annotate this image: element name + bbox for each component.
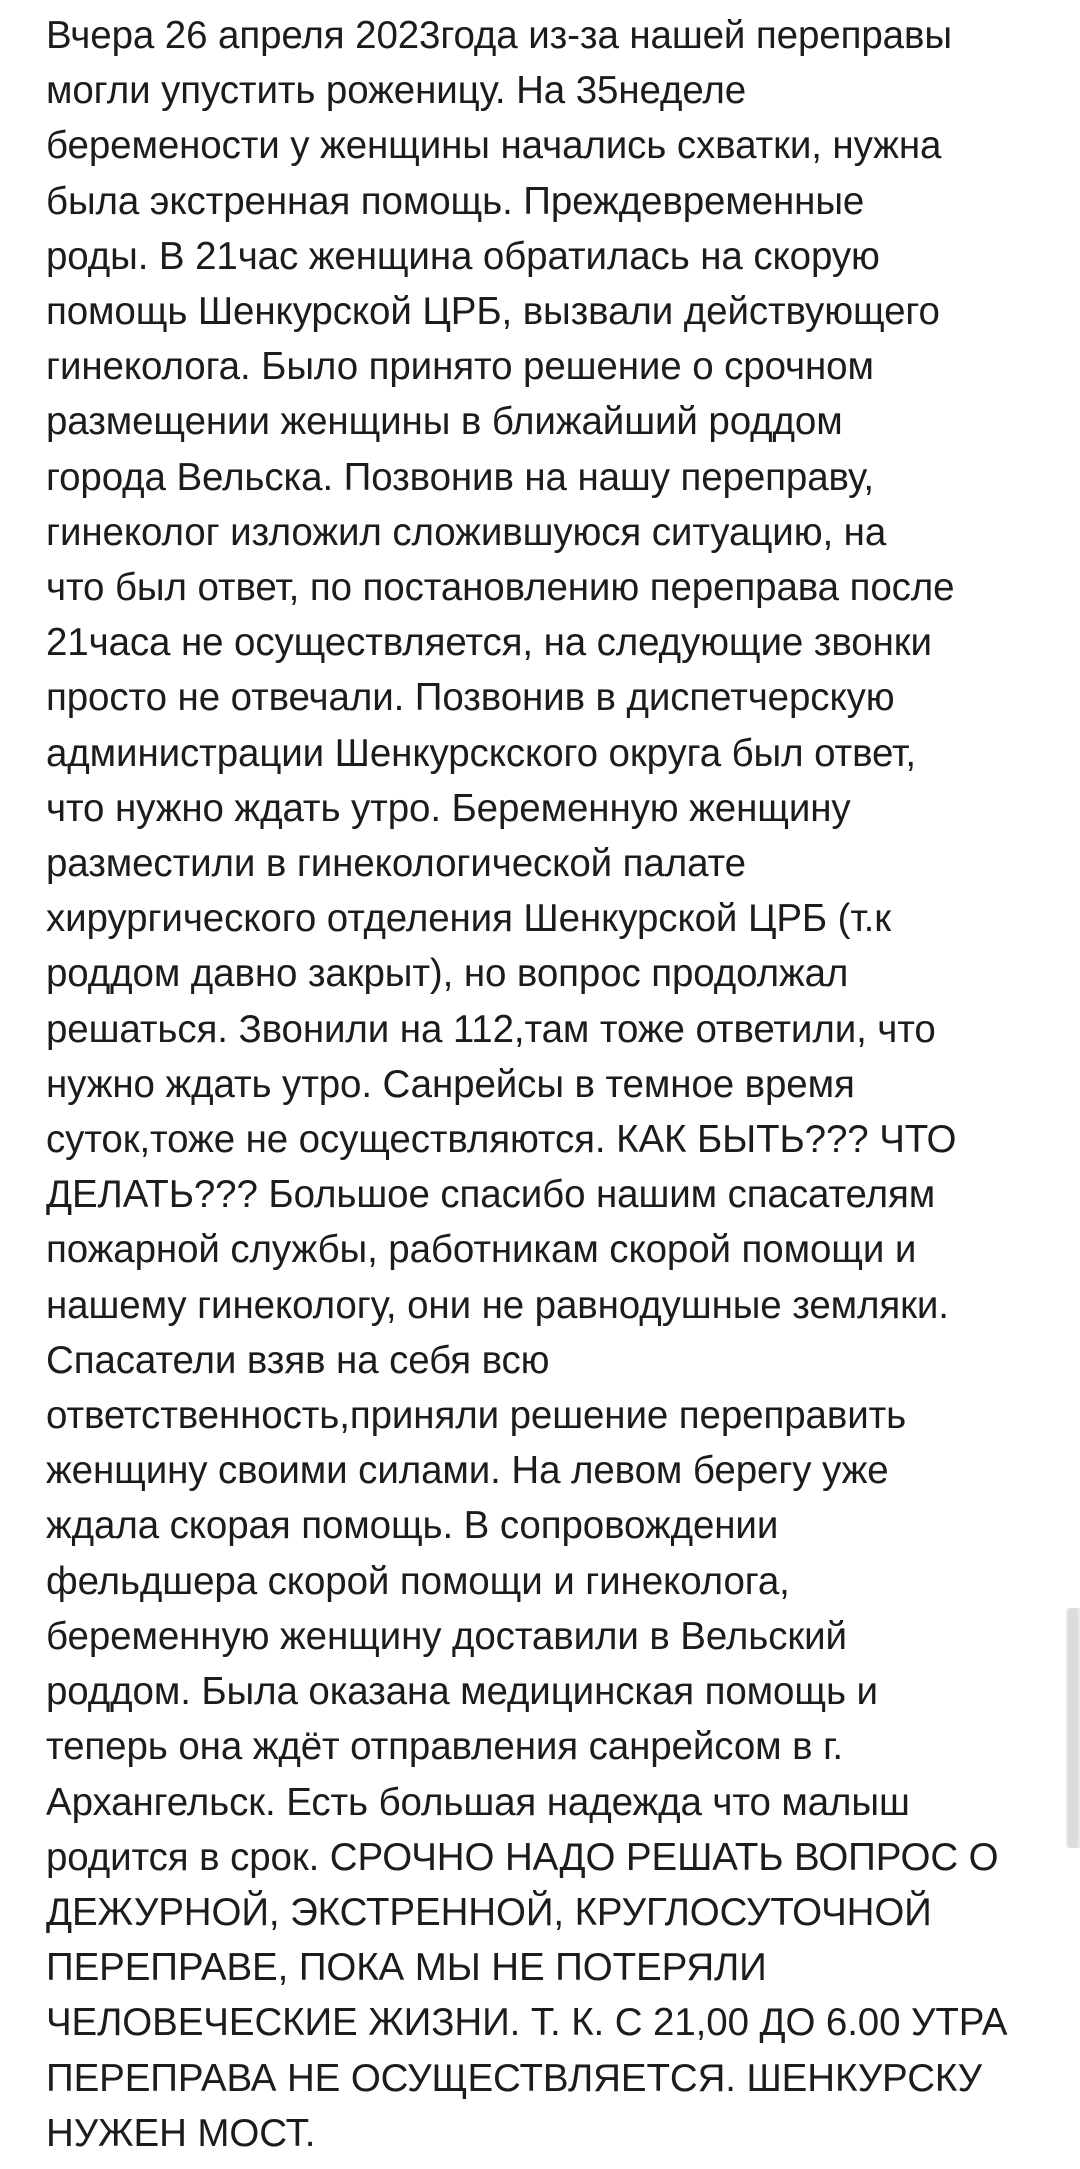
- post-text-line: Спасатели взяв на себя всю: [46, 1338, 550, 1382]
- post-text-line: беременную женщину доставили в Вельский: [46, 1614, 847, 1658]
- post-text-line: женщину своими силами. На левом берегу уже: [46, 1449, 889, 1493]
- post-body: [46, 8, 1056, 2161]
- post-text-line: ПЕРЕПРАВЕ, ПОКА МЫ НЕ ПОТЕРЯЛИ: [46, 1946, 767, 1990]
- post-text-line: была экстренная помощь. Преждевременные: [46, 179, 865, 223]
- post-text-line: ЧЕЛОВЕЧЕСКИЕ ЖИЗНИ. Т. К. С 21,00 ДО 6.00 УТРА: [46, 2001, 1008, 2045]
- post-text-line: ждала скорая помощь. В сопровождении: [46, 1504, 779, 1548]
- post-text-line: нужно ждать утро. Санрейсы в темное время: [46, 1062, 855, 1106]
- post-text-line: решаться. Звонили на 112,там тоже ответили, что: [46, 1007, 936, 1051]
- post-text-line: фельдшера скорой помощи и гинеколога,: [46, 1559, 790, 1603]
- post-text-line: ПЕРЕПРАВА НЕ ОСУЩЕСТВЛЯЕТСЯ. ШЕНКУРСКУ: [46, 2056, 983, 2100]
- post-text-line: хирургического отделения Шенкурской ЦРБ (т.к: [46, 897, 891, 941]
- post-text-line: ответственность,приняли решение переправить: [46, 1394, 907, 1438]
- post-text-line: гинеколог изложил сложившуюся ситуацию, на: [46, 510, 887, 554]
- post-text-line: размещении женщины в ближайший роддом: [46, 400, 843, 444]
- post-text-line: роддом. Была оказана медицинская помощь и: [46, 1670, 878, 1714]
- post-text-line: теперь она ждёт отправления санрейсом в г.: [46, 1725, 843, 1769]
- post-text-line: города Вельска. Позвонив на нашу переправу,: [46, 455, 874, 499]
- post-text-line: НУЖЕН МОСТ.: [46, 2111, 316, 2155]
- post-text-line: роды. В 21час женщина обратилась на скорую: [46, 234, 880, 278]
- post-text-line: роддом давно закрыт), но вопрос продолжал: [46, 952, 849, 996]
- post-text-line: Вчера 26 апреля 2023года из-за нашей переправы: [46, 14, 952, 57]
- post-text-line: нашему гинекологу, они не равнодушные земляки.: [46, 1283, 949, 1327]
- post-text-line: 21часа не осуществляется, на следующие звонки: [46, 621, 932, 665]
- post-text-line: могли упустить роженицу. На 35неделе: [46, 69, 747, 113]
- post-text-line: беремености у женщины начались схватки, нужна: [46, 124, 942, 168]
- post-text-line: родится в срок. СРОЧНО НАДО РЕШАТЬ ВОПРОС О: [46, 1835, 999, 1879]
- post-text-line: что нужно ждать утро. Беременную женщину: [46, 786, 851, 830]
- post-text-line: просто не отвечали. Позвонив в диспетчерскую: [46, 676, 895, 720]
- post-text-line: Архангельск. Есть большая надежда что малыш: [46, 1780, 910, 1824]
- post-text-line: ДЕЛАТЬ??? Большое спасибо нашим спасателям: [46, 1173, 936, 1217]
- post-text-line: ДЕЖУРНОЙ, ЭКСТРЕННОЙ, КРУГЛОСУТОЧНОЙ: [46, 1890, 932, 1934]
- scrollbar[interactable]: [1066, 1608, 1080, 1848]
- post-text-line: суток,тоже не осуществляются. КАК БЫТЬ??? ЧТО: [46, 1118, 957, 1162]
- post-text-line: что был ответ, по постановлению переправа после: [46, 566, 955, 610]
- post-text-line: помощь Шенкурской ЦРБ, вызвали действующего: [46, 290, 940, 334]
- scrollbar-thumb[interactable]: [1068, 1608, 1078, 1848]
- post-text-line: разместили в гинекологической палате: [46, 842, 746, 886]
- post-text-line: администрации Шенкурскского округа был ответ,: [46, 731, 916, 775]
- post-text-line: пожарной службы, работникам скорой помощи и: [46, 1228, 917, 1272]
- post-text-line: гинеколога. Было принято решение о срочном: [46, 345, 874, 389]
